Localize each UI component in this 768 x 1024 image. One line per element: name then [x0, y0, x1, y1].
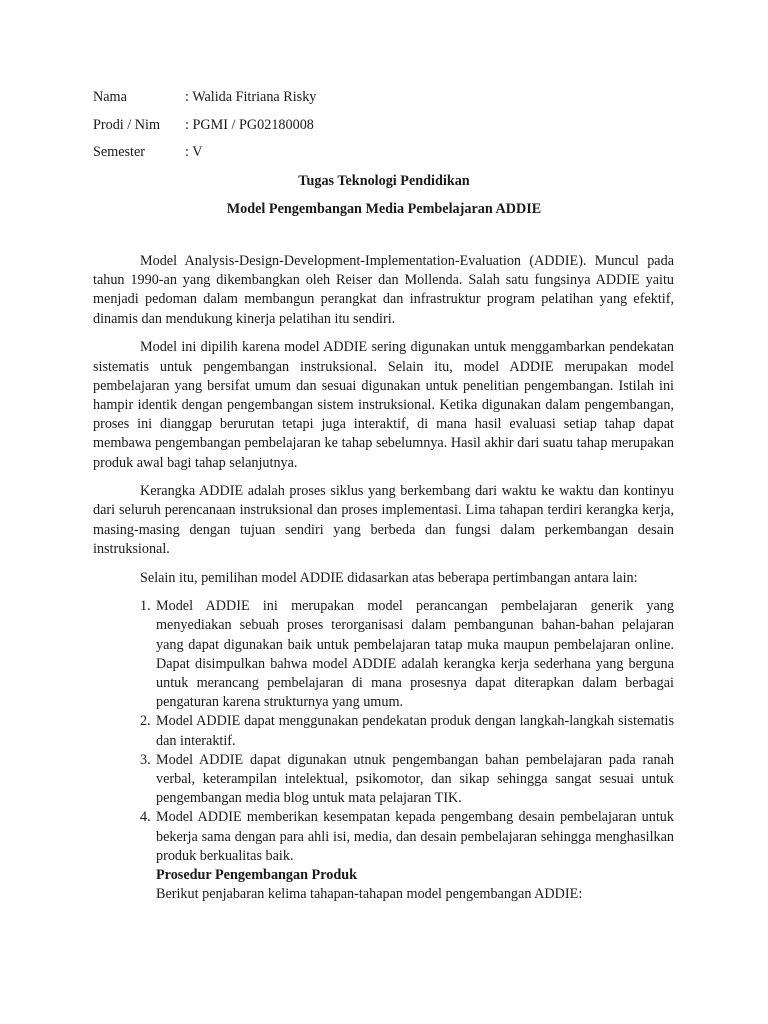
list-item-text: Model ADDIE dapat digunakan utnuk pengembangan bahan pembelajaran pada ranah verbal, keterampilan intelektual, psikomotor, dan sikap sehingga sangat sesuai untuk pengembangan media blog untuk mata pelajaran TIK. — [156, 751, 674, 807]
list-item-number: 1. — [140, 598, 151, 615]
nama-value: : Walida Fitriana Risky — [185, 89, 317, 105]
list-item-text: Model ADDIE dapat menggunakan pendekatan produk dengan langkah-langkah sistematis dan interaktif. — [156, 713, 674, 749]
subsection-heading: Prosedur Pengembangan Produk — [156, 867, 358, 884]
semester-label: Semester — [93, 144, 146, 160]
list-item — [93, 712, 674, 750]
paragraph-3: Kerangka ADDIE adalah proses siklus yang berkembang dari waktu ke waktu dan kontinyu dari seluruh perencanaan instruksional dan proses implementasi. Lima tahapan terdiri kerangka kerja, masing-masing dengan tujuan sendiri yang berbeda dan fungsi dalam perkembangan desain instruksional. — [93, 483, 674, 557]
list-item-number: 3. — [140, 751, 151, 768]
task-title: Tugas Teknologi Pendidikan — [298, 173, 470, 189]
identity-block — [93, 88, 316, 171]
subsection-text: Berikut penjabaran kelima tahapan-tahapan model pengembangan ADDIE: — [156, 886, 583, 903]
nama-label: Nama — [93, 89, 127, 105]
prodi-label: Prodi / Nim — [93, 116, 161, 133]
list-item — [93, 597, 674, 712]
considerations-list — [93, 597, 674, 866]
list-item — [93, 808, 674, 866]
document-body — [93, 252, 674, 905]
main-title: Model Pengembangan Media Pembelajaran ADDIE — [226, 201, 542, 217]
nama-row — [93, 88, 316, 116]
paragraph-4: Selain itu, pemilihan model ADDIE didasarkan atas beberapa pertimbangan antara lain: — [140, 569, 638, 586]
list-item-text: Model ADDIE memberikan kesempatan kepada pengembang desain pembelajaran untuk bekerja sama dengan para ahli isi, media, dan desain pembelajaran sehingga menghasilkan produk berkualitas baik. — [156, 809, 674, 864]
list-item — [93, 751, 674, 809]
semester-row — [93, 143, 316, 171]
list-item-number: 4. — [140, 809, 151, 826]
list-item-number: 2. — [140, 713, 151, 730]
list-item-text: Model ADDIE ini merupakan model perancangan pembelajaran generik yang menyediakan sebuah proses terorganisasi dalam pembangunan bahan-bahan pelajaran yang dapat digunakan baik untuk pembelajaran tatap muka maupun pembelajaran online. Dapat disimpulkan bahwa model ADDIE adalah kerangka kerja sederhana yang berguna untuk merancang pembelajaran di mana prosesnya dapat diterapkan dalam berbagai pengaturan karena strukturnya yang umum. — [156, 598, 674, 711]
title-block — [0, 172, 768, 228]
paragraph-1: Model Analysis-Design-Development-Implementation-Evaluation (ADDIE). Muncul pada tahun 1990-an yang dikembangkan oleh Reiser dan Mollenda. Salah satu fungsinya ADDIE yaitu menjadi pedoman dalam membangun perangkat dan infrastruktur program pelatihan yang efektif, dinamis dan mendukung kinerja pelatihan itu sendiri. — [93, 253, 674, 327]
prodi-value: : PGMI / PG02180008 — [185, 116, 314, 133]
prodi-row — [93, 116, 316, 144]
paragraph-2: Model ini dipilih karena model ADDIE sering digunakan untuk menggambarkan pendekatan sistematis untuk pengembangan instruksional. Selain itu, model ADDIE merupakan model pembelajaran yang bersifat umum dan sesuai digunakan untuk penelitian pengembangan. Istilah ini hampir identik dengan pengembangan sistem instruksional. Ketika digunakan dalam pengembangan, proses ini dianggap berurutan tetapi juga interaktif, di mana hasil evaluasi setiap tahap dapat membawa pengembangan pembelajaran ke tahap sebelumnya. Hasil akhir dari suatu tahap merupakan produk awal bagi tahap selanjutnya. — [93, 339, 674, 471]
semester-value: : V — [185, 144, 203, 160]
